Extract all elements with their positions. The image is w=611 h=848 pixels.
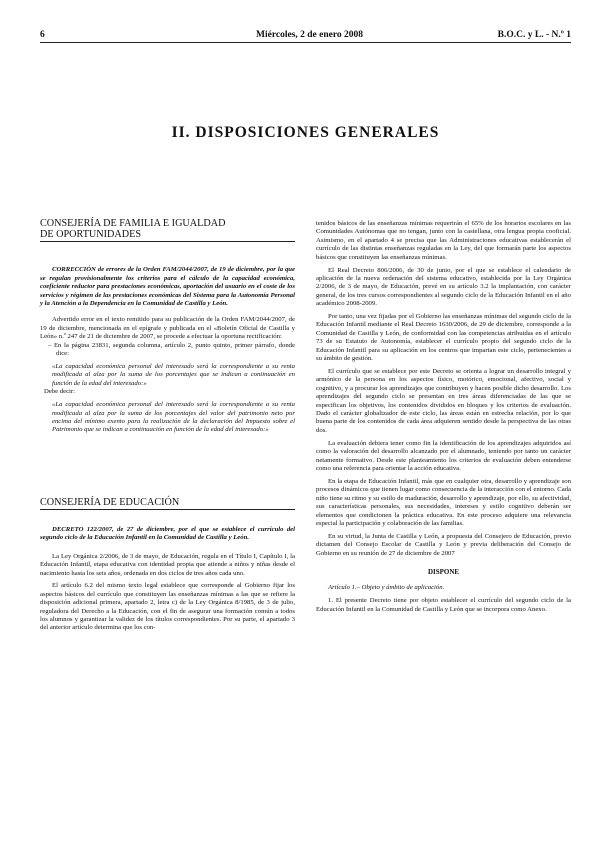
paragraph: La evaluación debiera tener como fin la identificación de los aprendizajes adquiridos así como la valoración del desarrollo alcanzado por el alumnado, teniendo por tanto un carácter netamente formativo. Desde este planteamiento los criterios de evaluación deben entenderse como una referencia para orientar la acción educativa. <box>316 439 571 472</box>
left-column <box>40 218 295 633</box>
paragraph: 1. El presente Decreto tiene por objeto establecer el currículo del segundo ciclo de la Educación Infantil en la Comunidad de Castilla y León que se incorpora como Anexo. <box>316 597 571 613</box>
journal-name: B.O.C. y L. - N.º 1 <box>497 30 571 40</box>
quote-original: «La capacidad económica personal del interesado será la correspondiente a su renta modificada al alza por la suma de los porcentajes que se indican a continuación en función de la edad del interesado:» <box>52 362 295 387</box>
correccion-title: CORRECCIÓN de errores de la Orden FAM/2044/2007, de 19 de diciembre, por la que se regulan provisionalmente los criterios para el cálculo de la capacidad económica, coeficiente reductor para prestaciones económicas, aportación del usuario en el coste de los servicios y régimen de las prestaciones económicas del Sistema para la Autonomía Personal y la Atención a la Dependencia en la Comunidad de Castilla y León. <box>40 266 295 308</box>
department-heading-line1: CONSEJERÍA DE FAMILIA E IGUALDAD <box>40 218 226 229</box>
section-title: II. DISPOSICIONES GENERALES <box>171 124 440 141</box>
paragraph: tenidos básicos de las enseñanzas mínimas requerirán el 65% de los horarios escolares en las Comunidades Autónomas que no tengan, junto con la castellana, otra lengua propia cooficial. Asimismo, en el apartado 4 se precisa que las Administraciones educativas establecerán el currículo de las distintas enseñanzas reguladas en la Ley, del que formarán parte los aspectos básicos que constituyen las enseñanzas mínimas. <box>316 220 571 261</box>
right-column <box>316 220 571 614</box>
paragraph: El currículo que se establece por este Decreto se orienta a lograr un desarrollo integral y armónico de la persona en los aspectos físico, motórico, emocional, afectivo, social y cognitivo, y a procurar los aprendizajes que contribuyen y hacen posible dicho desarrollo. Los aprendizajes del segundo ciclo se presentan en tres áreas diferenciadas de las que se especifican los objetivos, los contenidos divididos en bloques y los criterios de evaluación. Dado el carácter globalizador de este ciclo, las áreas están en estrecha relación, por lo que buena parte de los contenidos de cada área adquieren sentido desde la perspectiva de las otras dos. <box>316 368 571 434</box>
header-date: Miércoles, 2 de enero 2008 <box>256 30 364 40</box>
paragraph: La Ley Orgánica 2/2006, de 3 de mayo, de Educación, regula en el Título I, Capítulo I, la Educación Infantil, etapa educativa con identidad propia que atiende a niños y niñas desde el nacimiento hasta los seis años, ordenada en dos ciclos de tres años cada uno. <box>40 552 295 577</box>
paragraph: Por tanto, una vez fijadas por el Gobierno las enseñanzas mínimas del segundo ciclo de la Educación Infantil mediante el Real Decreto 1630/2006, de 29 de diciembre, corresponde a la Comunidad de Castilla y León, de conformidad con las competencias atribuidas en el artículo 73 de su Estatuto de Autonomía, establecer el currículo propio del segundo ciclo de la Educación Infantil para su aplicación en los centros que impartan este ciclo, pertenecientes a su ámbito de gestión. <box>316 313 571 363</box>
department-heading-family <box>40 218 295 240</box>
department-heading-education: CONSEJERÍA DE EDUCACIÓN <box>40 496 180 508</box>
page-number: 6 <box>40 30 45 40</box>
header-rule <box>40 42 571 43</box>
paragraph: Advertido error en el texto remitido para su publicación de la Orden FAM/2044/2007, de 19 de diciembre, mencionada en el epígrafe y publicada en el «Boletín Oficial de Castilla y León» n.º 247 de 21 de diciembre de 2007, se procede a efectuar la oportuna rectificación: <box>40 316 295 341</box>
department-rule <box>40 509 295 510</box>
article-heading: Artículo 1.– Objeto y ámbito de aplicación. <box>328 584 445 592</box>
paragraph: El Real Decreto 806/2006, de 30 de junio, por el que se establece el calendario de aplicación de la nueva ordenación del sistema educativo, establecida por la Ley Orgánica 2/2006, de 3 de mayo, de Educación, prevé en su artículo 3.2 la implantación, con carácter general, de los tres cursos correspondientes al segundo ciclo de la Educación Infantil en el año académico 2008-2009. <box>316 266 571 308</box>
department-rule <box>40 241 295 242</box>
paragraph: En la etapa de Educación Infantil, más que en cualquier otra, desarrollo y aprendizaje son procesos dinámicos que tienen lugar como consecuencia de la interacción con el entorno. Cada niño tiene su ritmo y su estilo de maduración, desarrollo y aprendizaje, por ello, su afectividad, sus características personales, sus necesidades, intereses y estilo cognitivo deberán ser elementos que condicionen la práctica educativa. En este proceso adquiere una relevancia especial la participación y colaboración de las familias. <box>316 477 571 527</box>
dispone-heading: DISPONE <box>427 568 460 577</box>
department-heading-line2: DE OPORTUNIDADES <box>40 229 141 241</box>
list-item: – En la página 23831, segunda columna, artículo 2, punto quinto, primer párrafo, donde dice: <box>48 341 295 358</box>
quote-corrected: «La capacidad económica personal del interesado será la correspondiente a su renta modificada al alza por la suma de los porcentajes del valor del patrimonio neto por encima del mínimo exento para la realización de la declaración del Impuesto sobre el Patrimonio que se indican a continuación en función de la edad del interesado:» <box>52 401 295 434</box>
paragraph: El artículo 6.2 del mismo texto legal establece que corresponde al Gobierno fijar los aspectos básicos del currículo que constituyen las enseñanzas mínimas a las que se refiere la disposición adicional primera, apartado 2, letra c) de la Ley Orgánica 8/1985, de 3 de julio, reguladora del Derecho a la Educación, con el fin de asegurar una formación común a todos los alumnos y garantizar la validez de los títulos correspondientes. Por su parte, el apartado 3 del anterior artículo determina que los con- <box>40 582 295 632</box>
paragraph: En su virtud, la Junta de Castilla y León, a propuesta del Consejero de Educación, previo dictamen del Consejo Escolar de Castilla y León y previa deliberación del Consejo de Gobierno en su reunión de 27 de diciembre de 2007 <box>316 532 571 557</box>
decreto-title: DECRETO 122/2007, de 27 de diciembre, por el que se establece el currículo del segundo ciclo de la Educación Infantil en la Comunidad de Castilla y León. <box>40 525 295 542</box>
debe-decir-label: Debe decir: <box>44 388 76 396</box>
